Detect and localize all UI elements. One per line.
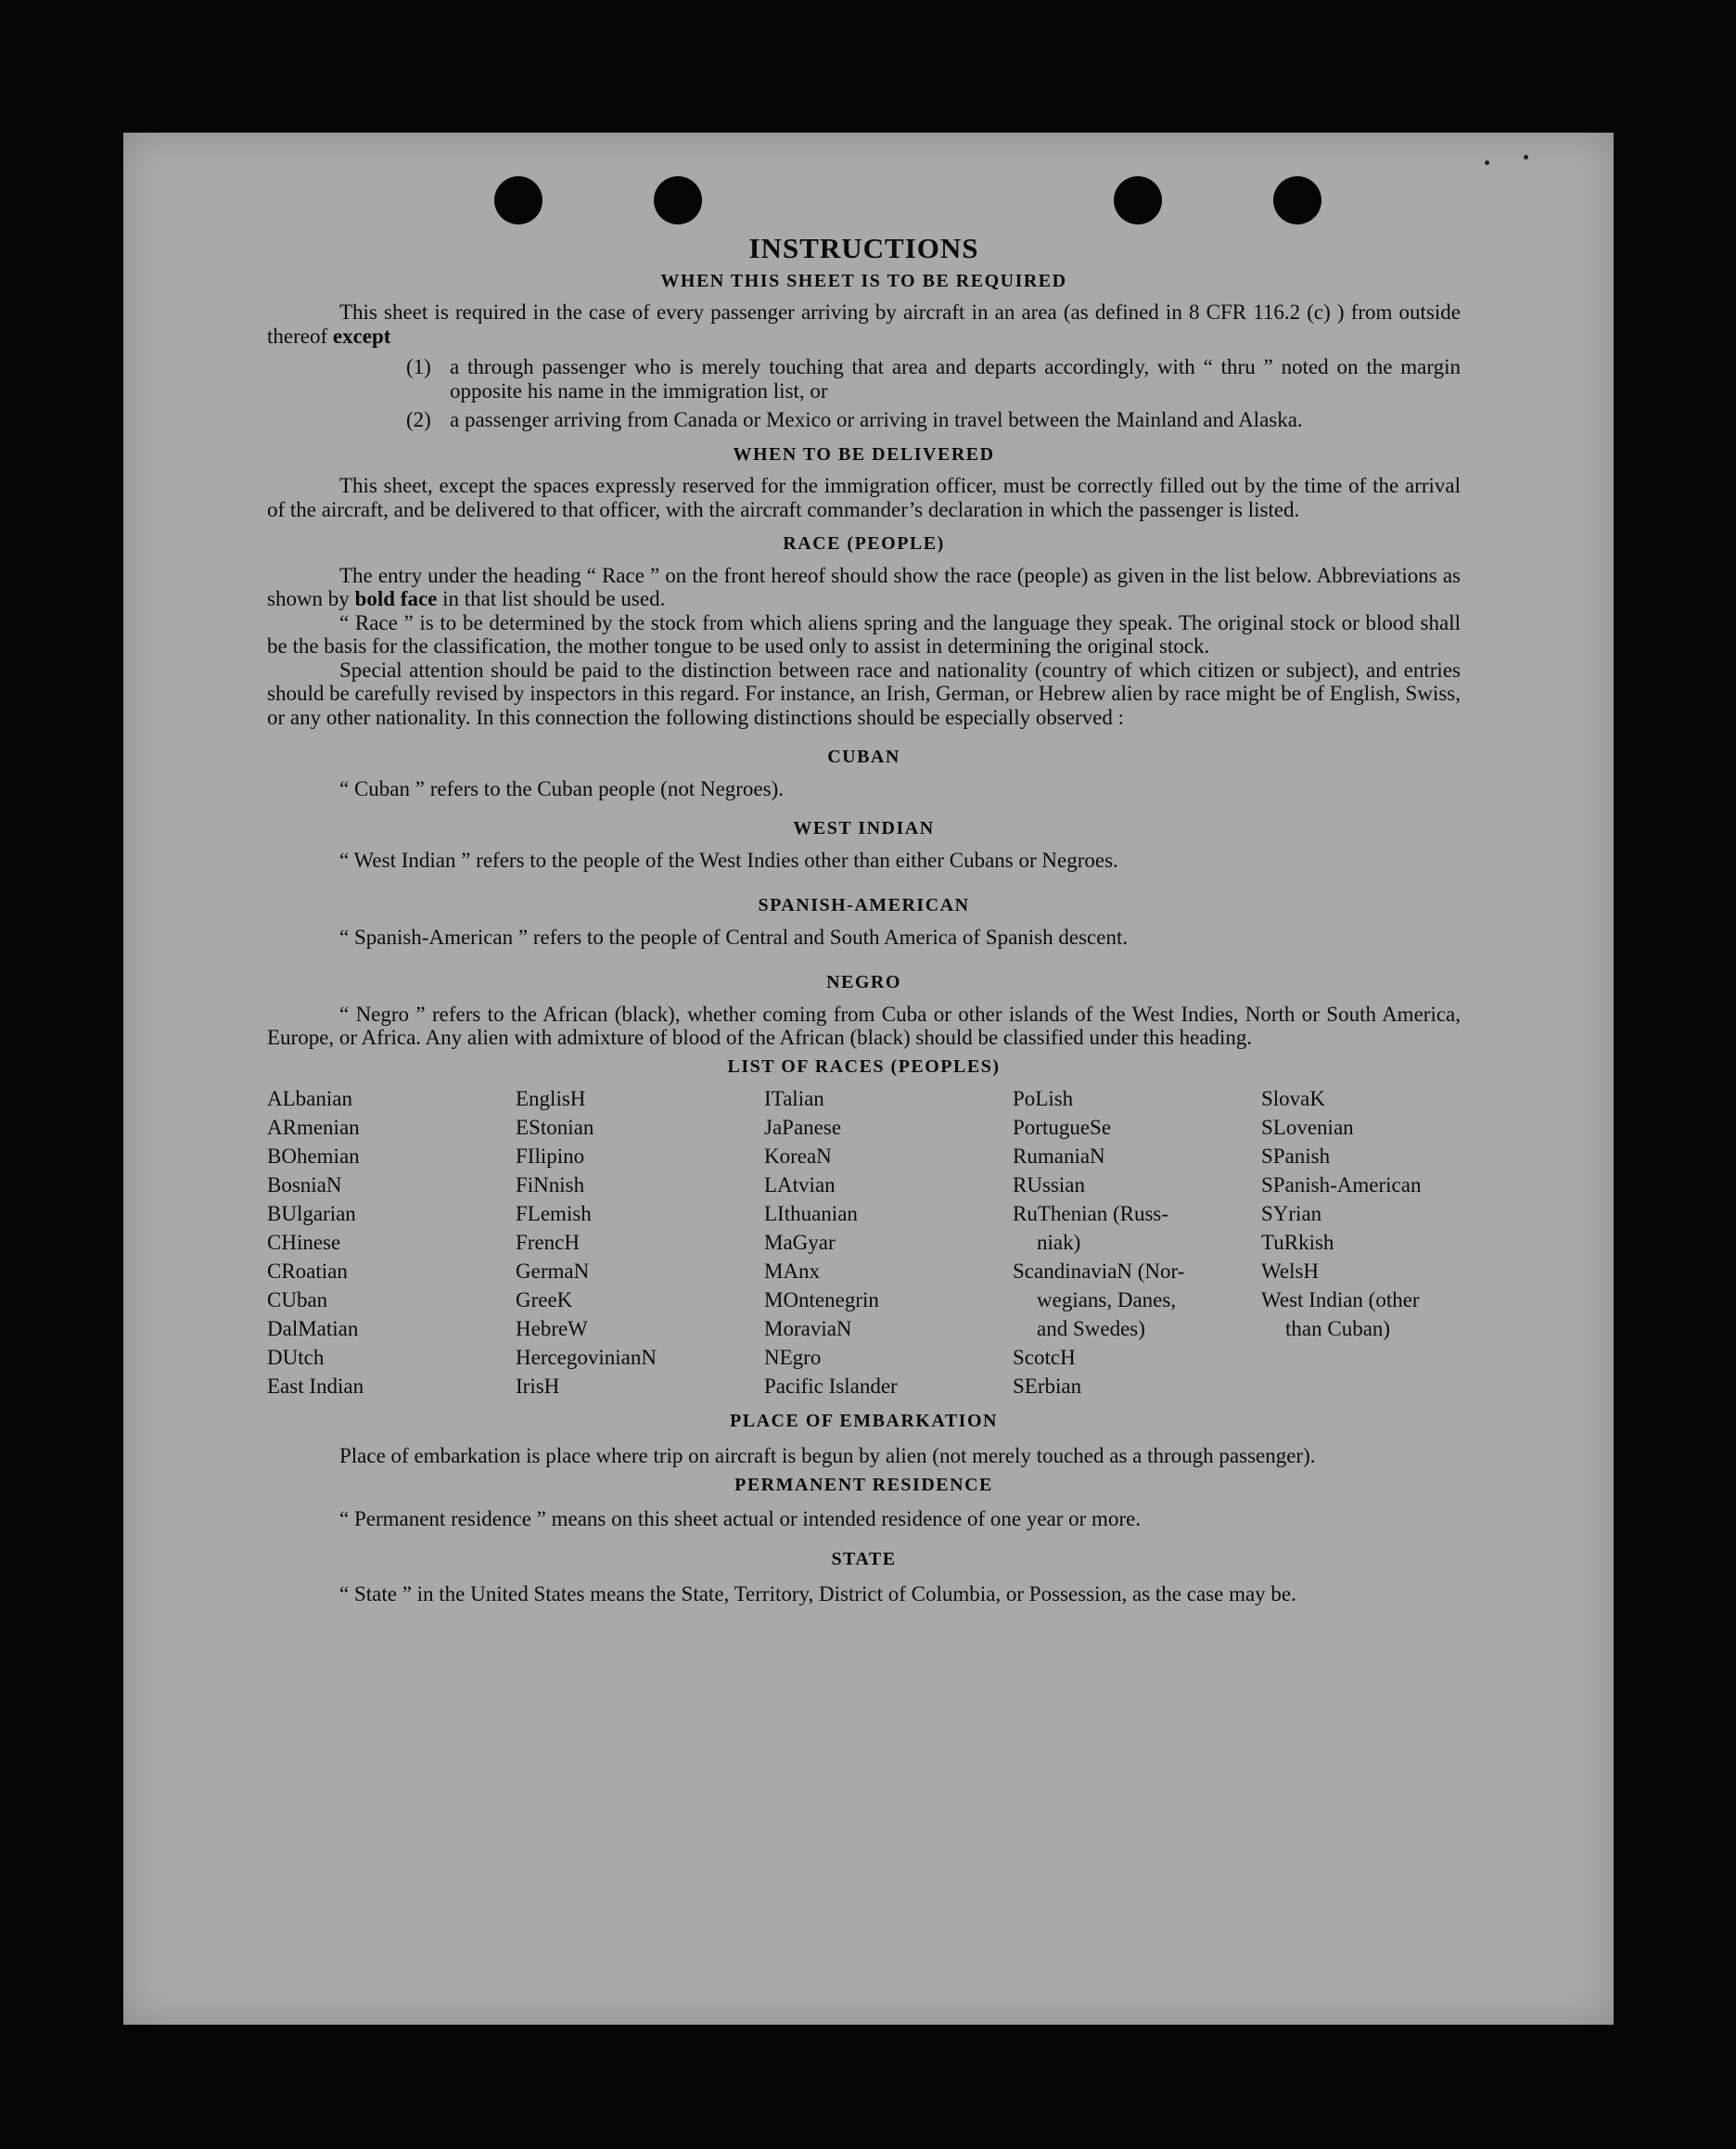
- punch-hole: [494, 176, 542, 224]
- embarkation-text: Place of embarkation is place where trip on aircraft is begun by alien (not merely touched as a through passenger).: [339, 1443, 1316, 1467]
- section-heading-required: WHEN THIS SHEET IS TO BE REQUIRED: [660, 270, 1067, 291]
- race-entry: PoLish: [1013, 1087, 1074, 1110]
- race-entry: WelsH: [1261, 1260, 1320, 1283]
- race-entry: FIlipino: [516, 1145, 585, 1168]
- race-entry: EStonian: [516, 1116, 594, 1139]
- race-entry: BosniaN: [267, 1173, 342, 1196]
- race-entry: RumaniaN: [1013, 1145, 1105, 1168]
- page-title: INSTRUCTIONS: [748, 232, 979, 264]
- state-text: “ State ” in the United States means the State, Territory, District of Columbia, or Possession, as the case may be.: [339, 1581, 1296, 1605]
- race-entry: KoreaN: [764, 1145, 832, 1168]
- race-entry: RuThenian (Russ- niak): [1013, 1202, 1169, 1254]
- race-paragraph-2: “ Race ” is to be determined by the stock from which aliens spring and the language they speak. The original stock or blood shall be the basis for the classification, the mother tongue to be used only to assist in determining the original stock.: [267, 610, 1461, 658]
- race-entry: SLovenian: [1261, 1116, 1354, 1139]
- races-list: [267, 1084, 1461, 1401]
- race-entry: FLemish: [516, 1202, 592, 1225]
- document-sheet: [123, 133, 1614, 2025]
- spanish-american-text: “ Spanish-American ” refers to the people of Central and South America of Spanish descent.: [339, 925, 1129, 949]
- punch-hole: [1273, 176, 1321, 224]
- race-p1-text-a: The entry under the heading “ Race ” on the front hereof should show the race (people) as given in the list below. Abbreviations as shown by: [267, 563, 1461, 610]
- required-item: [406, 408, 1461, 432]
- section-heading-embarkation: PLACE OF EMBARKATION: [730, 1411, 998, 1431]
- races-column: [267, 1084, 516, 1401]
- race-entry: Pacific Islander: [764, 1375, 898, 1398]
- race-entry: PortugueSe: [1013, 1116, 1112, 1139]
- west-indian-text: “ West Indian ” refers to the people of the West Indies other than either Cubans or Negroes.: [339, 848, 1118, 872]
- race-entry: SYrian: [1261, 1202, 1322, 1225]
- race-entry: GermaN: [516, 1260, 590, 1283]
- race-entry: TuRkish: [1261, 1231, 1334, 1254]
- race-entry: ScandinaviaN (Nor- wegians, Danes, and Swedes): [1013, 1260, 1185, 1340]
- required-intro: [267, 301, 1461, 348]
- race-entry: BUlgarian: [267, 1202, 356, 1225]
- race-entry: ARmenian: [267, 1116, 360, 1139]
- race-paragraph-1: [267, 564, 1461, 611]
- race-entry: CRoatian: [267, 1260, 348, 1283]
- section-heading-spanish-american: SPANISH-AMERICAN: [758, 895, 970, 915]
- paper-speck: [1485, 160, 1489, 165]
- section-heading-west-indian: WEST INDIAN: [793, 818, 935, 838]
- item-text: a through passenger who is merely touching that area and departs accordingly, with “ thru ” noted on the margin opposite his name in the immigration list, or: [450, 355, 1461, 403]
- race-entry: SPanish-American: [1261, 1173, 1422, 1196]
- race-entry: IrisH: [516, 1375, 560, 1398]
- race-entry: SErbian: [1013, 1375, 1082, 1398]
- race-entry: FrencH: [516, 1231, 580, 1254]
- race-entry: West Indian (other than Cuban): [1261, 1288, 1420, 1340]
- required-intro-text: This sheet is required in the case of every passenger arriving by aircraft in an area (as defined in 8 CFR 116.2 (c) ) from outside thereof: [267, 301, 1461, 348]
- race-entry: JaPanese: [764, 1116, 842, 1139]
- punch-hole: [1114, 176, 1162, 224]
- section-heading-cuban: CUBAN: [827, 747, 900, 767]
- page-content: [267, 232, 1461, 1608]
- race-entry: SPanish: [1261, 1145, 1331, 1168]
- race-entry: FiNnish: [516, 1173, 585, 1196]
- item-text: a passenger arriving from Canada or Mexico or arriving in travel between the Mainland and Alaska.: [450, 408, 1303, 431]
- race-entry: DUtch: [267, 1346, 325, 1369]
- race-entry: CUban: [267, 1288, 328, 1311]
- race-entry: East Indian: [267, 1375, 364, 1398]
- race-paragraph-3: Special attention should be paid to the distinction between race and nationality (country of which citizen or subject), and entries should be carefully revised by inspectors in this regard. For instance, an Irish, German, or Hebrew alien by race might be of English, Swiss, or any other nationality. In this connection the following distinctions should be especially observed :: [267, 658, 1461, 729]
- races-column: [764, 1084, 1013, 1401]
- race-entry: ScotcH: [1013, 1346, 1076, 1369]
- item-number: (1): [406, 355, 431, 378]
- race-entry: DalMatian: [267, 1317, 359, 1340]
- race-entry: BOhemian: [267, 1145, 360, 1168]
- race-p1-bold: bold face: [354, 587, 438, 610]
- item-number: (2): [406, 408, 431, 431]
- race-entry: ALbanian: [267, 1087, 352, 1110]
- section-heading-negro: NEGRO: [826, 972, 901, 992]
- required-intro-bold: except: [332, 324, 391, 348]
- section-heading-race: RACE (PEOPLE): [783, 533, 945, 554]
- races-column: [1013, 1084, 1261, 1401]
- race-p1-text-b: in that list should be used.: [442, 587, 666, 610]
- race-entry: ITalian: [764, 1087, 824, 1110]
- race-entry: GreeK: [516, 1288, 573, 1311]
- race-entry: MAnx: [764, 1260, 821, 1283]
- race-entry: RUssian: [1013, 1173, 1085, 1196]
- section-heading-residence: PERMANENT RESIDENCE: [734, 1474, 993, 1495]
- race-entry: NEgro: [764, 1346, 822, 1369]
- punch-hole: [654, 176, 702, 224]
- required-item: [406, 355, 1461, 403]
- races-column: [516, 1084, 764, 1401]
- race-entry: HebreW: [516, 1317, 588, 1340]
- race-entry: CHinese: [267, 1231, 341, 1254]
- race-entry: LAtvian: [764, 1173, 836, 1196]
- race-entry: HercegovinianN: [516, 1346, 657, 1369]
- cuban-text: “ Cuban ” refers to the Cuban people (not Negroes).: [339, 776, 785, 800]
- section-heading-list-of-races: LIST OF RACES (PEOPLES): [727, 1055, 1001, 1077]
- race-entry: EnglisH: [516, 1087, 586, 1110]
- delivered-text: This sheet, except the spaces expressly reserved for the immigration officer, must be correctly filled out by the time of the arrival of the aircraft, and be delivered to that officer, with the aircraft commander’s declaration in which the passenger is listed.: [267, 474, 1461, 521]
- residence-text: “ Permanent residence ” means on this sheet actual or intended residence of one year or more.: [339, 1507, 1142, 1530]
- section-heading-delivered: WHEN TO BE DELIVERED: [733, 443, 995, 465]
- negro-text: “ Negro ” refers to the African (black), whether coming from Cuba or other islands of the West Indies, North or South America, Europe, or Africa. Any alien with admixture of blood of the African (black) should be classified under this heading.: [267, 1002, 1461, 1049]
- section-heading-state: STATE: [831, 1549, 897, 1569]
- races-column: [1261, 1084, 1461, 1401]
- race-entry: MaGyar: [764, 1231, 836, 1254]
- race-entry: SlovaK: [1261, 1087, 1325, 1110]
- race-entry: MoraviaN: [764, 1317, 852, 1340]
- paper-speck: [1524, 155, 1528, 160]
- race-entry: MOntenegrin: [764, 1288, 879, 1311]
- race-entry: LIthuanian: [764, 1202, 858, 1225]
